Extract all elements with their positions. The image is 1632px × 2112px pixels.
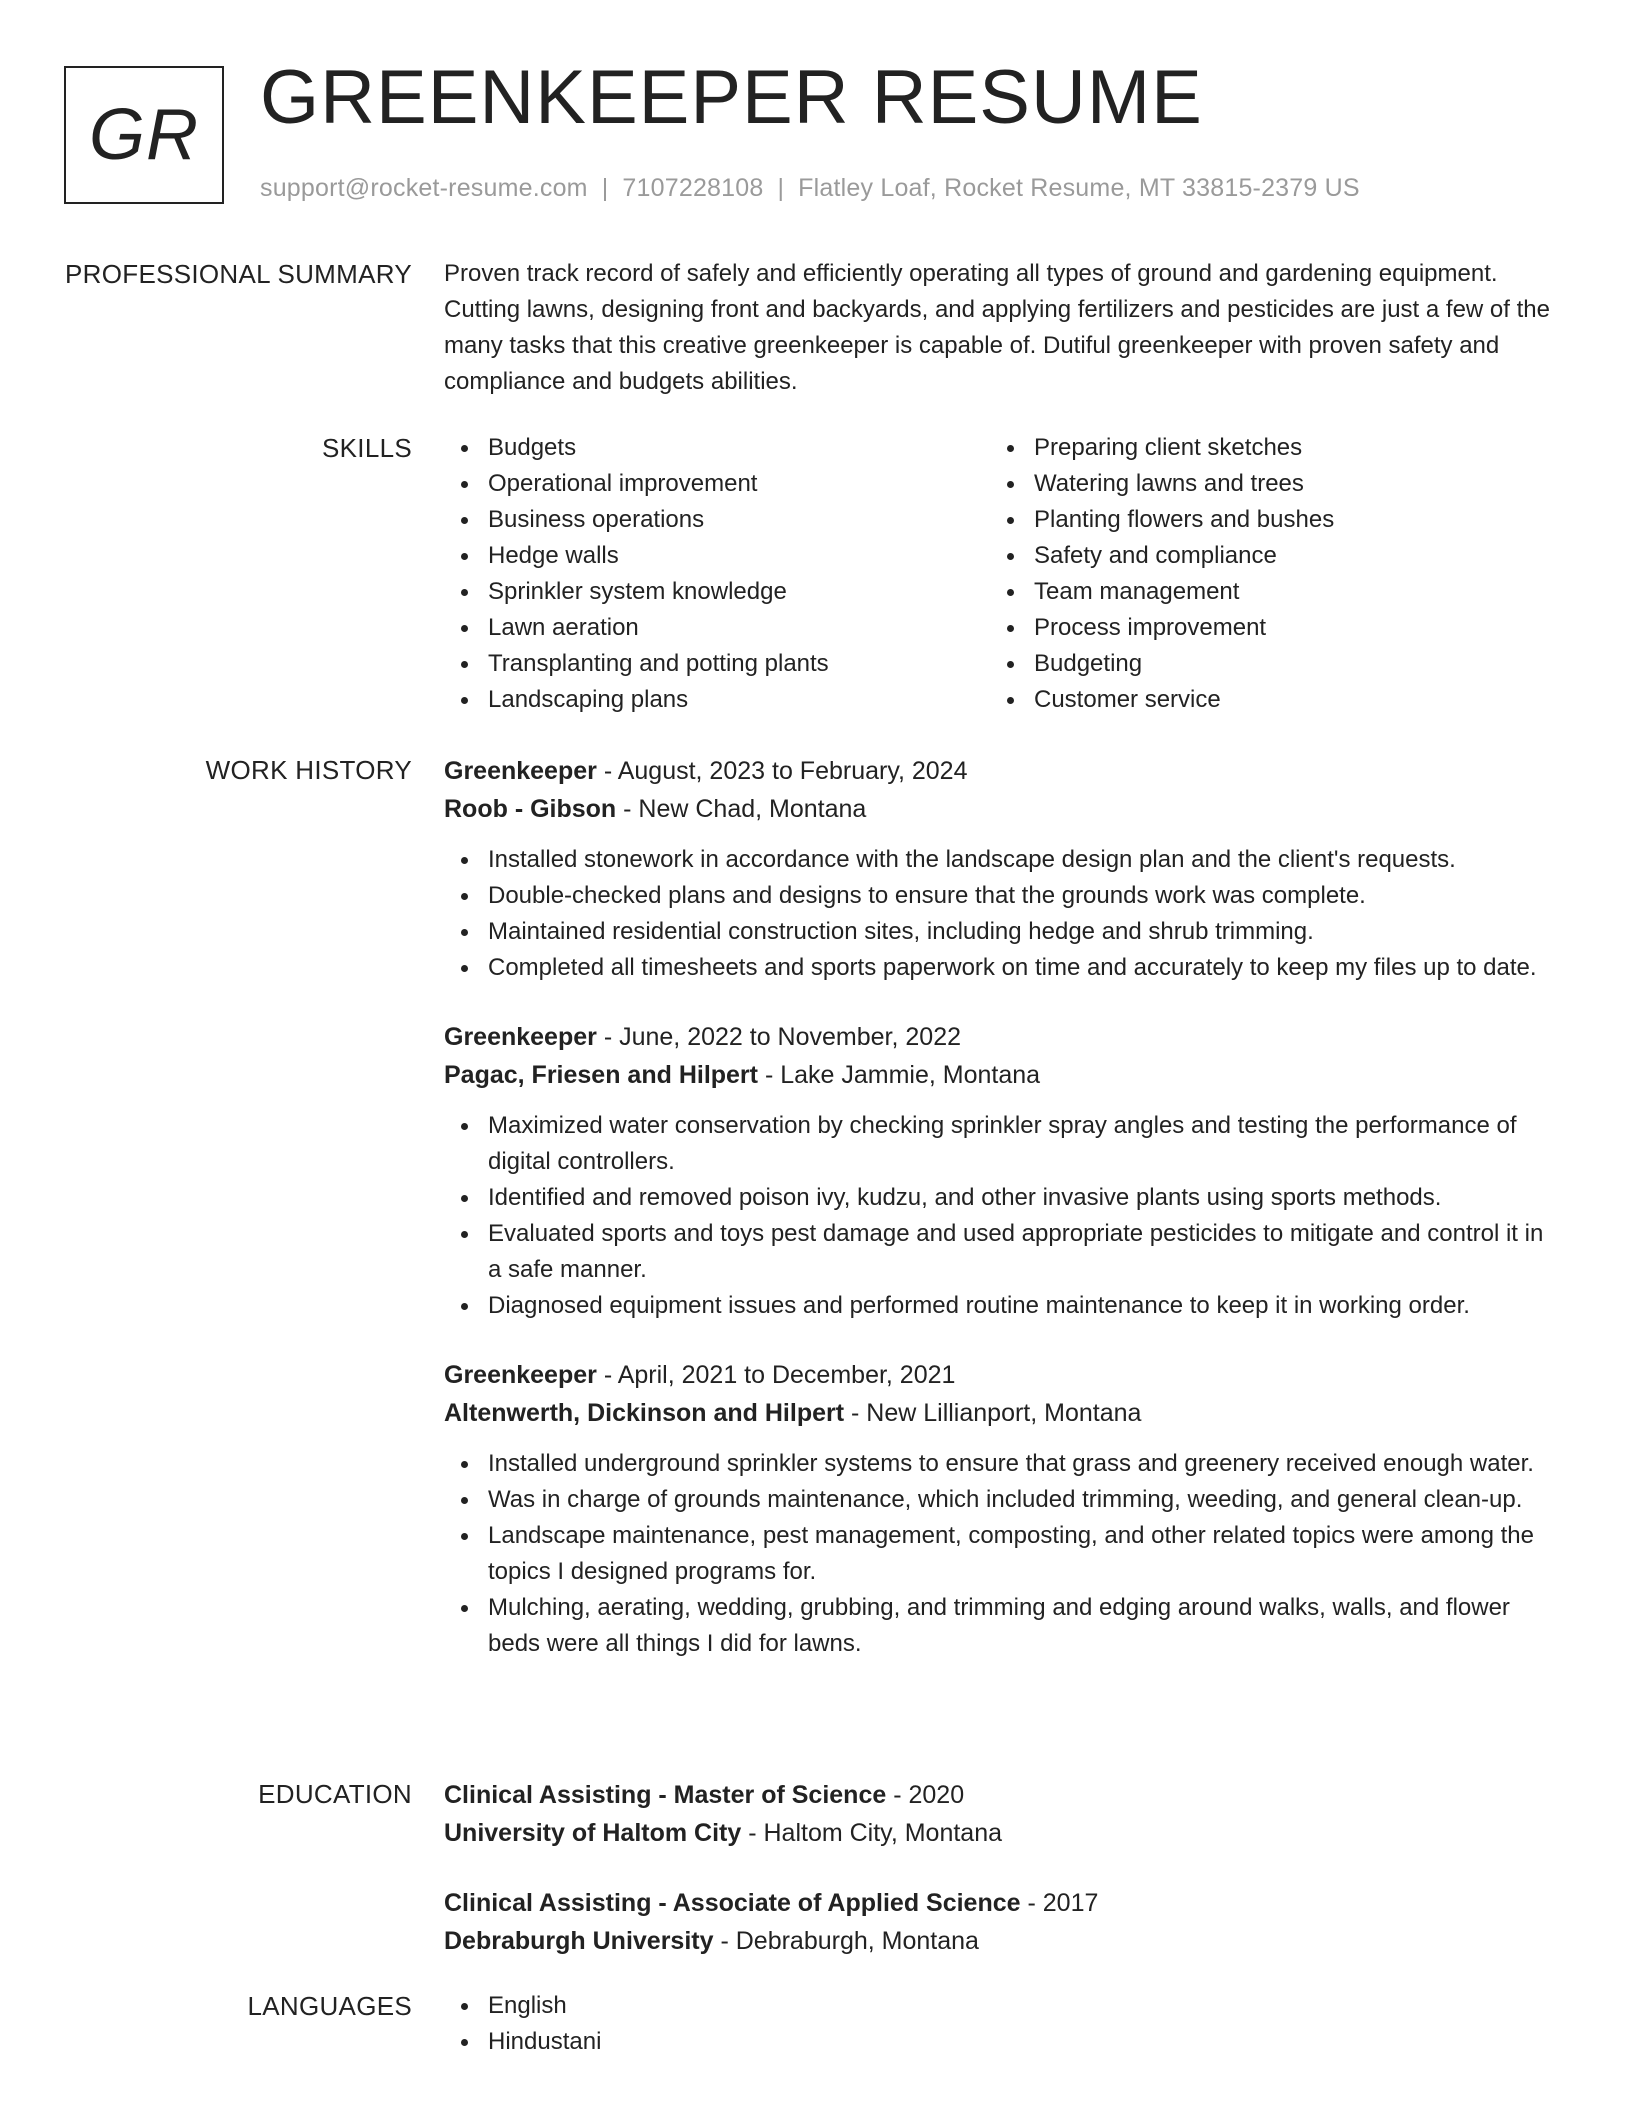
contact-separator: |: [777, 174, 785, 202]
skill-item: Customer service: [990, 682, 1536, 718]
education-school: Debraburgh University: [444, 1927, 714, 1955]
job-title: Greenkeeper: [444, 1361, 597, 1389]
job-location: - Lake Jammie, Montana: [758, 1061, 1041, 1089]
job-bullet: Installed stonework in accordance with the landscape design plan and the client's requests.: [444, 842, 1556, 878]
skill-item: Sprinkler system knowledge: [444, 574, 990, 610]
job-location: - New Lillianport, Montana: [844, 1399, 1142, 1427]
contact-line: [260, 174, 1360, 203]
job-bullet: Was in charge of grounds maintenance, which included trimming, weeding, and general clean-up.: [444, 1482, 1556, 1518]
job-bullet: Evaluated sports and toys pest damage and used appropriate pesticides to mitigate and control it in a safe manner.: [444, 1216, 1556, 1288]
contact-email[interactable]: support@rocket-resume.com: [260, 174, 588, 202]
education-degree-line: [444, 1884, 1556, 1922]
skill-item: Hedge walls: [444, 538, 990, 574]
job-bullet: Maximized water conservation by checking sprinkler spray angles and testing the performance of digital controllers.: [444, 1108, 1556, 1180]
contact-address: Flatley Loaf, Rocket Resume, MT 33815-2379 US: [798, 174, 1360, 202]
contact-phone[interactable]: 7107228108: [622, 174, 764, 202]
skill-item: Budgeting: [990, 646, 1536, 682]
education-degree-line: [444, 1776, 1556, 1814]
job-bullet: Completed all timesheets and sports paperwork on time and accurately to keep my files up to date.: [444, 950, 1556, 986]
skills-list-left: [444, 430, 990, 718]
job-dates: - August, 2023 to February, 2024: [596, 757, 968, 785]
job-entry: [444, 1356, 1556, 1662]
job-bullet: Double-checked plans and designs to ensure that the grounds work was complete.: [444, 878, 1556, 914]
education-location: - Debraburgh, Montana: [713, 1927, 979, 1955]
education-year: - 2017: [1020, 1889, 1099, 1917]
job-company-line: [444, 1394, 1556, 1432]
job-title-line: [444, 1356, 1556, 1394]
skill-item: Lawn aeration: [444, 610, 990, 646]
job-company: Roob - Gibson: [444, 795, 617, 823]
languages-list: [444, 1988, 1556, 2060]
skills-heading: SKILLS: [322, 433, 412, 463]
education-school-line: [444, 1814, 1556, 1852]
education-year: - 2020: [886, 1781, 965, 1809]
education-school-line: [444, 1922, 1556, 1960]
education-degree: Clinical Assisting - Associate of Applied Science: [444, 1889, 1021, 1917]
skill-item: Landscaping plans: [444, 682, 990, 718]
job-bullet: Maintained residential construction sites, including hedge and shrub trimming.: [444, 914, 1556, 950]
skills-list-right: [990, 430, 1536, 718]
education-degree: Clinical Assisting - Master of Science: [444, 1781, 887, 1809]
skill-item: Business operations: [444, 502, 990, 538]
job-title-line: [444, 752, 1556, 790]
job-company: Pagac, Friesen and Hilpert: [444, 1061, 758, 1089]
job-company-line: [444, 1056, 1556, 1094]
job-title-line: [444, 1018, 1556, 1056]
language-item: English: [444, 1988, 1556, 2024]
job-title: Greenkeeper: [444, 1023, 597, 1051]
job-bullet: Installed underground sprinkler systems to ensure that grass and greenery received enough water.: [444, 1446, 1556, 1482]
job-company-line: [444, 790, 1556, 828]
contact-separator: |: [601, 174, 609, 202]
job-dates: - June, 2022 to November, 2022: [596, 1023, 961, 1051]
skill-item: Operational improvement: [444, 466, 990, 502]
skill-item: Planting flowers and bushes: [990, 502, 1536, 538]
education-location: - Haltom City, Montana: [741, 1819, 1003, 1847]
monogram-logo: GR: [64, 66, 224, 204]
education-entry: [444, 1884, 1556, 1960]
skill-item: Process improvement: [990, 610, 1536, 646]
job-dates: - April, 2021 to December, 2021: [596, 1361, 956, 1389]
summary-text: Proven track record of safely and efficiently operating all types of ground and gardening equipment. Cutting lawns, designing front and backyards, and applying fertilizers and pesticides are just a few of the many tasks that this creative greenkeeper is capable of. Dutiful greenkeeper with proven safety and compliance and budgets abilities.: [444, 260, 1550, 395]
skill-item: Safety and compliance: [990, 538, 1536, 574]
job-bullets: [444, 1108, 1556, 1324]
job-entry: [444, 1018, 1556, 1324]
education-school: University of Haltom City: [444, 1819, 742, 1847]
summary-heading: PROFESSIONAL SUMMARY: [65, 259, 412, 289]
job-title: Greenkeeper: [444, 757, 597, 785]
job-entry: [444, 752, 1556, 986]
job-location: - New Chad, Montana: [616, 795, 867, 823]
resume-title: GREENKEEPER RESUME: [260, 55, 1203, 140]
skill-item: Transplanting and potting plants: [444, 646, 990, 682]
job-bullet: Landscape maintenance, pest management, composting, and other related topics were among the topics I designed programs for.: [444, 1518, 1556, 1590]
job-bullet: Mulching, aerating, wedding, grubbing, and trimming and edging around walks, walls, and flower beds were all things I did for lawns.: [444, 1590, 1556, 1662]
education-heading: EDUCATION: [258, 1779, 412, 1809]
job-bullets: [444, 1446, 1556, 1662]
languages-heading: LANGUAGES: [247, 1991, 412, 2021]
job-bullets: [444, 842, 1556, 986]
skill-item: Team management: [990, 574, 1536, 610]
skill-item: Watering lawns and trees: [990, 466, 1536, 502]
skill-item: Budgets: [444, 430, 990, 466]
job-bullet: Identified and removed poison ivy, kudzu, and other invasive plants using sports methods.: [444, 1180, 1556, 1216]
skill-item: Preparing client sketches: [990, 430, 1536, 466]
work-history-heading: WORK HISTORY: [205, 755, 412, 785]
education-entry: [444, 1776, 1556, 1852]
job-company: Altenwerth, Dickinson and Hilpert: [444, 1399, 845, 1427]
job-bullet: Diagnosed equipment issues and performed routine maintenance to keep it in working order.: [444, 1288, 1556, 1324]
language-item: Hindustani: [444, 2024, 1556, 2060]
